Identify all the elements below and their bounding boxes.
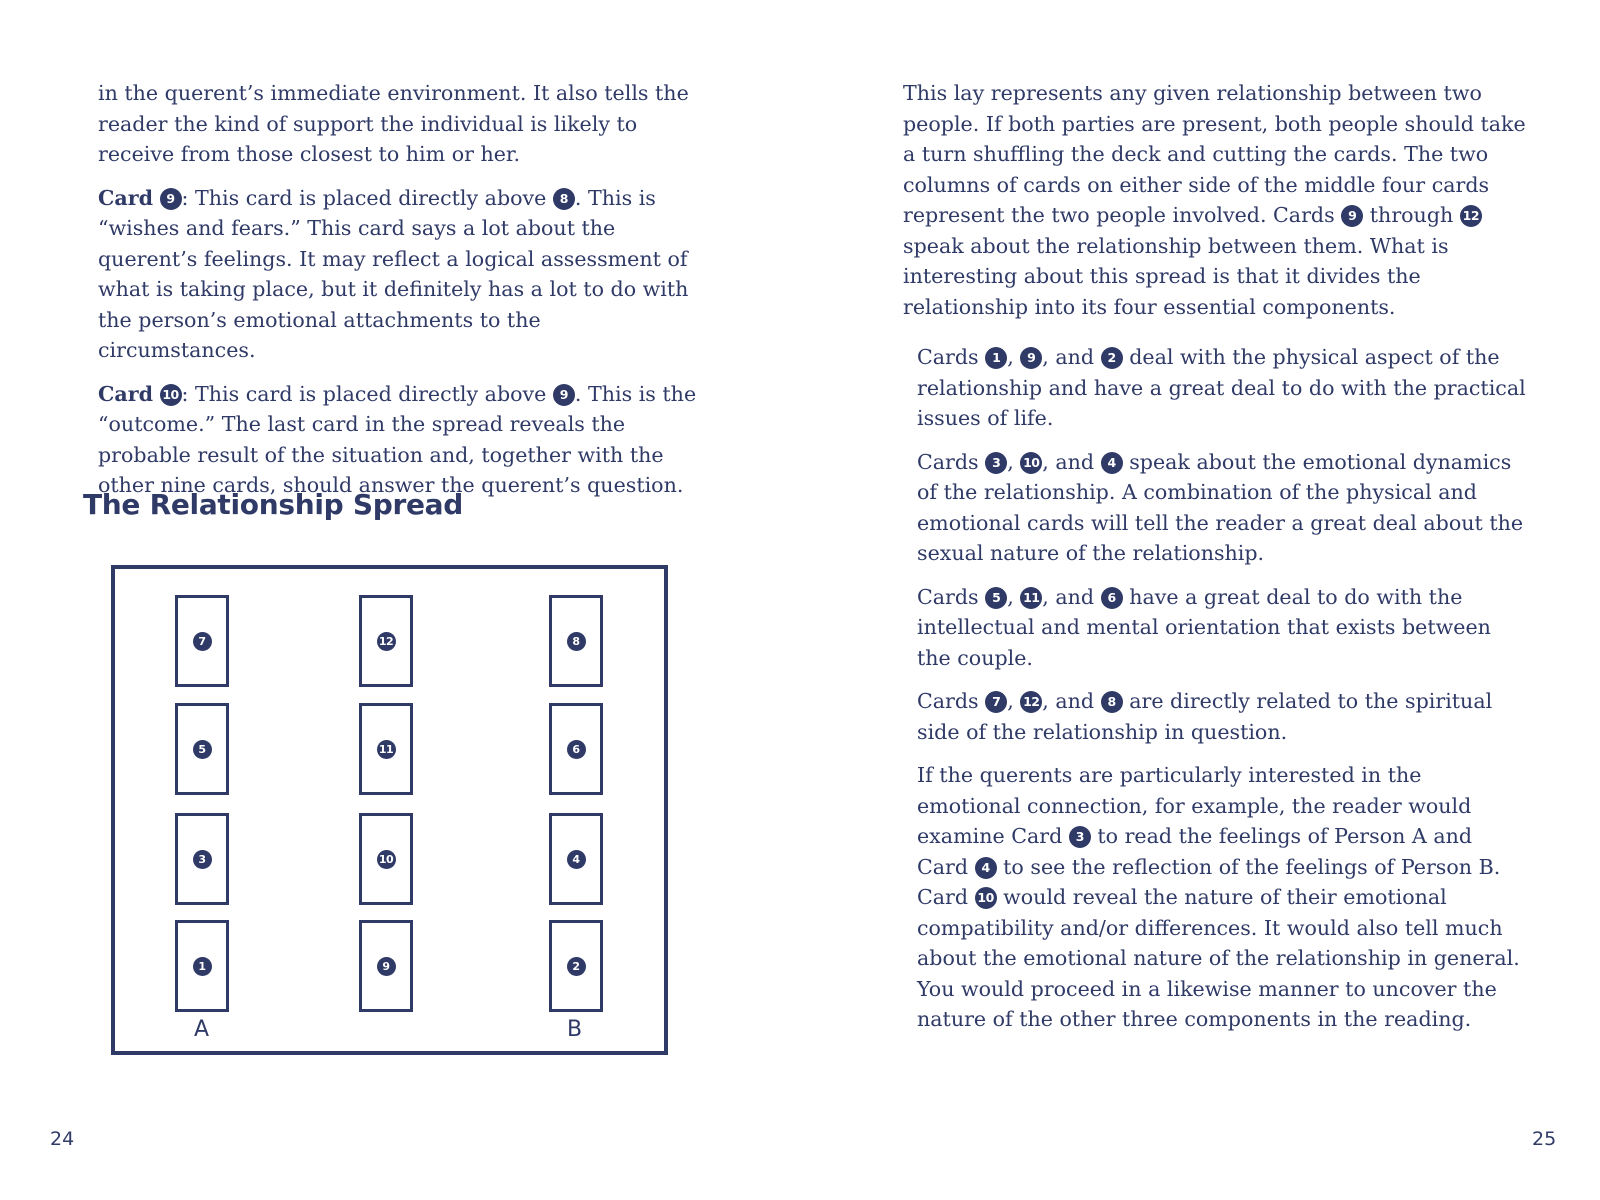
text-run: If the querents are particularly interested in the emotional connection, for example, the reader would examine Card bbox=[917, 763, 1472, 848]
text-run: , bbox=[1007, 449, 1021, 474]
card-label: Card bbox=[98, 381, 153, 406]
spread-card-3 bbox=[175, 813, 229, 905]
card-number-badge: 9 bbox=[377, 957, 396, 976]
text-run: Cards bbox=[917, 584, 986, 609]
text-run: speak about the emotional dynamics of the relationship. A combination of the physical and emotional cards will tell the reader a great deal about the sexual nature of the relationship. bbox=[917, 449, 1524, 565]
card-number-badge: 9 bbox=[160, 188, 182, 210]
text-run: to see the reflection of the feelings of Person B. Card bbox=[917, 854, 1501, 909]
card-number-badge: 5 bbox=[985, 587, 1007, 609]
text-run: speak about the relationship between them. What is interesting about this spread is that it divides the relationship into its four essential components. bbox=[903, 233, 1449, 319]
card-number-badge: 4 bbox=[975, 857, 997, 879]
card-9-paragraph bbox=[98, 183, 698, 366]
text-run: would reveal the nature of their emotional compatibility and/or differences. It would also tell much about the emotional nature of the relationship in general. You would proceed in a likewise manner to uncover the nature of the other three components in the reading. bbox=[917, 885, 1520, 1031]
column-label-a: A bbox=[194, 1017, 210, 1042]
card-number-badge: 9 bbox=[553, 384, 575, 406]
physical-paragraph bbox=[917, 342, 1528, 434]
text-run: , and bbox=[1042, 345, 1101, 369]
spread-card-1 bbox=[175, 920, 229, 1012]
spread-intro-paragraph bbox=[903, 78, 1528, 322]
text-run: : This card is placed directly above bbox=[181, 185, 553, 210]
card-number-badge: 10 bbox=[1020, 452, 1042, 474]
card-number-badge: 6 bbox=[1101, 587, 1123, 609]
card-label: Card bbox=[98, 185, 153, 210]
spiritual-paragraph bbox=[917, 686, 1528, 747]
card-number-badge: 11 bbox=[1020, 587, 1042, 609]
card-number-badge: 7 bbox=[193, 632, 212, 651]
text-run: , and bbox=[1042, 449, 1101, 474]
example-paragraph bbox=[917, 760, 1528, 1035]
card-number-badge: 10 bbox=[377, 850, 396, 869]
left-column bbox=[98, 78, 698, 514]
card-number-badge: 1 bbox=[193, 957, 212, 976]
spread-card-11 bbox=[359, 703, 413, 795]
spread-card-6 bbox=[549, 703, 603, 795]
card-number-badge: 11 bbox=[377, 740, 396, 759]
card-number-badge: 1 bbox=[985, 347, 1007, 369]
text-run: , and bbox=[1042, 689, 1101, 713]
intellectual-paragraph bbox=[917, 582, 1528, 674]
card-number-badge: 9 bbox=[1341, 205, 1363, 227]
relationship-spread-diagram bbox=[111, 565, 668, 1055]
card-number-badge: 2 bbox=[1101, 347, 1123, 369]
text-run: , bbox=[1007, 345, 1021, 369]
text-run: have a great deal to do with the intellectual and mental orientation that exists between the couple. bbox=[917, 584, 1491, 670]
card-number-badge: 12 bbox=[1460, 205, 1482, 227]
spread-card-4 bbox=[549, 813, 603, 905]
text-run: Cards bbox=[917, 689, 986, 713]
text-run: : This card is placed directly above bbox=[181, 381, 553, 406]
card-number-badge: 7 bbox=[985, 691, 1007, 713]
spread-card-12 bbox=[359, 595, 413, 687]
spread-card-9 bbox=[359, 920, 413, 1012]
page-number-left: 24 bbox=[50, 1128, 75, 1150]
card-number-badge: 12 bbox=[377, 632, 396, 651]
card-number-badge: 3 bbox=[193, 850, 212, 869]
text-run: , bbox=[1007, 689, 1021, 713]
spread-card-5 bbox=[175, 703, 229, 795]
text-run: Cards bbox=[917, 345, 986, 369]
column-label-b: B bbox=[567, 1017, 583, 1042]
text-run: . This is “wishes and fears.” This card says a lot about the querent’s feelings. It may reflect a logical assessment of what is taking place, but it definitely has a lot to do with the person’s emotional attachments to the circumstances. bbox=[98, 185, 689, 362]
spread-card-10 bbox=[359, 813, 413, 905]
intro-paragraph: in the querent’s immediate environment. It also tells the reader the kind of support the individual is likely to receive from those closest to him or her. bbox=[98, 81, 689, 166]
card-number-badge: 5 bbox=[193, 740, 212, 759]
right-column bbox=[903, 78, 1528, 1048]
card-number-badge: 8 bbox=[553, 188, 575, 210]
text-run: through bbox=[1363, 203, 1460, 227]
text-run: are directly related to the spiritual side of the relationship in question. bbox=[917, 689, 1493, 744]
card-number-badge: 9 bbox=[1020, 347, 1042, 369]
card-number-badge: 4 bbox=[1101, 452, 1123, 474]
card-number-badge: 4 bbox=[567, 850, 586, 869]
card-number-badge: 6 bbox=[567, 740, 586, 759]
text-run: to read the feelings of Person A and Card bbox=[917, 824, 1473, 879]
card-10-paragraph bbox=[98, 379, 698, 501]
text-run: . This is the “outcome.” The last card in the spread reveals the probable result of the situation and, together with the other nine cards, should answer the querent’s question. bbox=[98, 381, 697, 497]
text-run: , bbox=[1007, 584, 1021, 609]
section-heading: The Relationship Spread bbox=[83, 488, 464, 521]
text-run: deal with the physical aspect of the relationship and have a great deal to do with the practical issues of life. bbox=[917, 345, 1526, 430]
card-number-badge: 12 bbox=[1020, 691, 1042, 713]
emotional-paragraph bbox=[917, 447, 1528, 569]
spread-card-7 bbox=[175, 595, 229, 687]
card-number-badge: 3 bbox=[985, 452, 1007, 474]
page-number-right: 25 bbox=[1532, 1128, 1557, 1150]
card-number-badge: 3 bbox=[1069, 826, 1091, 848]
card-number-badge: 8 bbox=[567, 632, 586, 651]
card-number-badge: 8 bbox=[1101, 691, 1123, 713]
text-run: This lay represents any given relationship between two people. If both parties are present, both people should take a turn shuffling the deck and cutting the cards. The two columns of cards on either side of the middle four cards represent the two people involved. Cards bbox=[903, 81, 1526, 227]
text-run: Cards bbox=[917, 449, 986, 474]
text-run: , and bbox=[1042, 584, 1101, 609]
card-number-badge: 2 bbox=[567, 957, 586, 976]
card-number-badge: 10 bbox=[975, 887, 997, 909]
spread-card-2 bbox=[549, 920, 603, 1012]
spread-card-8 bbox=[549, 595, 603, 687]
card-number-badge: 10 bbox=[160, 384, 182, 406]
